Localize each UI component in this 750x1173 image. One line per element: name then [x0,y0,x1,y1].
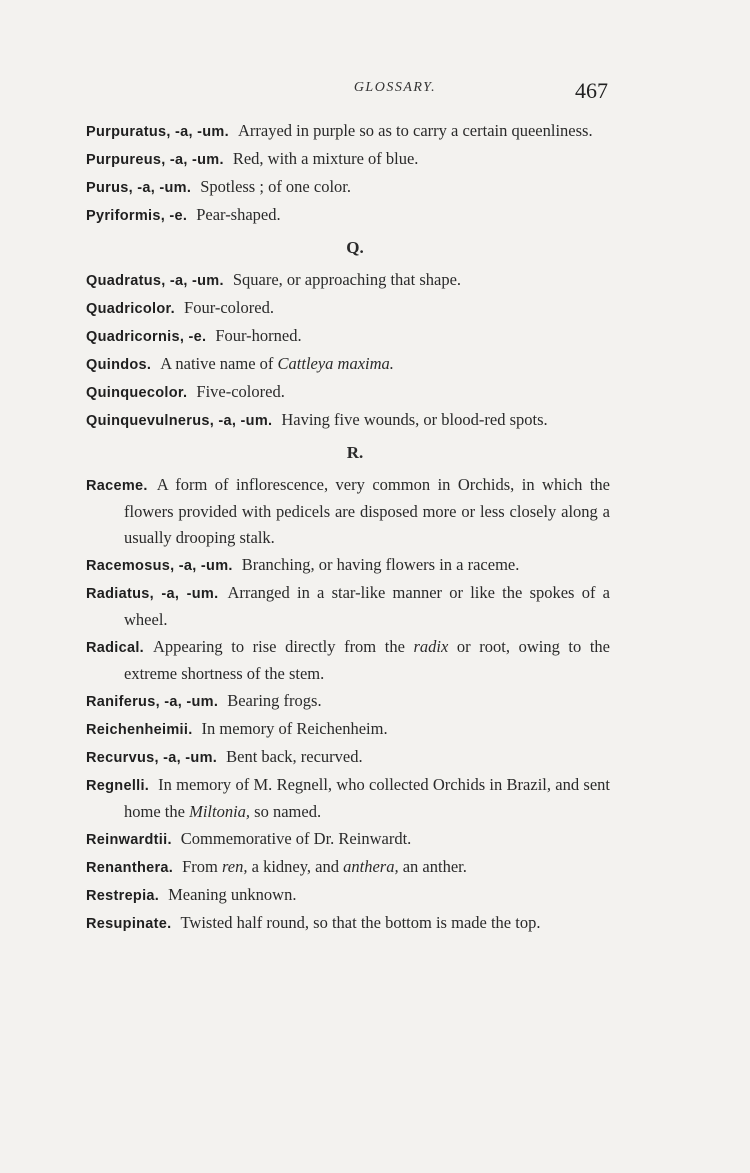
entry-definition: Square, or approaching that shape. [232,270,462,289]
glossary-entry [86,379,610,406]
glossary-entry [86,882,610,909]
entry-term: Radiatus, -a, -um. [86,586,219,602]
entry-definition: Arrayed in purple so as to carry a certain queenliness. [237,121,593,140]
glossary-entry [86,634,610,687]
entry-term: Regnelli. [86,778,150,794]
glossary-entry [86,407,610,434]
entry-definition: From [182,857,222,876]
entry-definition: In memory of Reichenheim. [201,719,388,738]
glossary-entry [86,267,610,294]
page-number: 467 [575,78,608,103]
entry-definition: Meaning unknown. [168,885,297,904]
glossary-entry [86,552,610,579]
glossary-entries [86,118,610,938]
entry-term: Purpureus, -a, -um. [86,152,224,168]
entry-term: Racemosus, -a, -um. [86,558,233,574]
entry-term: Pyriformis, -e. [86,208,188,224]
glossary-entry [86,910,610,937]
entry-definition: so named. [250,802,322,821]
glossary-entry [86,826,610,853]
section-letter: Q. [346,238,364,257]
glossary-entry [86,174,610,201]
entry-definition: Appearing to rise directly from the [153,637,414,656]
entry-term: Quindos. [86,357,152,373]
entry-definition: an anther. [398,857,467,876]
entry-term: Raniferus, -a, -um. [86,694,219,710]
glossary-entry [86,688,610,715]
entry-definition: Arranged in a star-like manner or like the spokes of a wheel. [124,583,610,629]
entry-definition: Branching, or having flowers in a raceme. [241,555,520,574]
entry-term: Reinwardtii. [86,832,172,848]
entry-definition: or root, owing to the extreme shortness of the stem. [124,637,610,683]
entry-definition: Bent back, recurved. [226,747,363,766]
glossary-entry [86,202,610,229]
entry-term: Quinquecolor. [86,385,188,401]
entry-definition: Red, with a mixture of blue. [232,149,419,168]
entry-definition: a kidney, and [247,857,344,876]
entry-definition: Five-colored. [196,382,285,401]
glossary-entry [86,351,610,378]
entry-definition-italic: Cattleya maxima. [277,354,394,373]
glossary-entry [86,716,610,743]
entry-definition: Four-colored. [184,298,274,317]
glossary-entry [86,854,610,881]
glossary-entry [86,118,610,145]
glossary-entry [86,744,610,771]
entry-definition: A native name of [160,354,278,373]
entry-definition-italic: Miltonia, [189,802,251,821]
entry-term: Raceme. [86,478,148,494]
entry-definition: Twisted half round, so that the bottom is made the top. [180,913,541,932]
entry-term: Radical. [86,640,145,656]
glossary-entry [86,323,610,350]
entry-term: Purpuratus, -a, -um. [86,124,229,140]
entry-term: Resupinate. [86,916,172,932]
entry-definition: Commemorative of Dr. Reinwardt. [180,829,412,848]
entry-definition-italic: ren, [222,857,248,876]
entry-term: Quinquevulnerus, -a, -um. [86,413,273,429]
entry-definition: Having five wounds, or blood-red spots. [281,410,548,429]
entry-term: Restrepia. [86,888,160,904]
entry-definition-italic: radix [413,637,449,656]
entry-definition: Four-horned. [215,326,302,345]
entry-definition-italic: anthera, [343,857,399,876]
entry-definition: A form of inflorescence, very common in Orchids, in which the flowers provided with pedicels are disposed more or less closely along a usually drooping stalk. [124,475,610,547]
entry-term: Recurvus, -a, -um. [86,750,218,766]
entry-definition: In memory of M. Regnell, who collected Orchids in Brazil, and sent home the [124,775,610,821]
entry-term: Quadratus, -a, -um. [86,273,224,289]
glossary-entry [86,146,610,173]
running-title: GLOSSARY. [353,80,437,95]
glossary-entry [86,295,610,322]
entry-definition: Spotless ; of one color. [200,177,351,196]
glossary-entry [86,472,610,551]
entry-term: Renanthera. [86,860,174,876]
glossary-entry [86,580,610,633]
glossary-entry [86,772,610,825]
entry-term: Reichenheimii. [86,722,193,738]
entry-term: Quadricolor. [86,301,176,317]
entry-definition: Bearing frogs. [227,691,322,710]
entry-term: Quadricornis, -e. [86,329,207,345]
entry-term: Purus, -a, -um. [86,180,192,196]
entry-definition: Pear-shaped. [196,205,281,224]
section-letter: R. [346,443,364,462]
